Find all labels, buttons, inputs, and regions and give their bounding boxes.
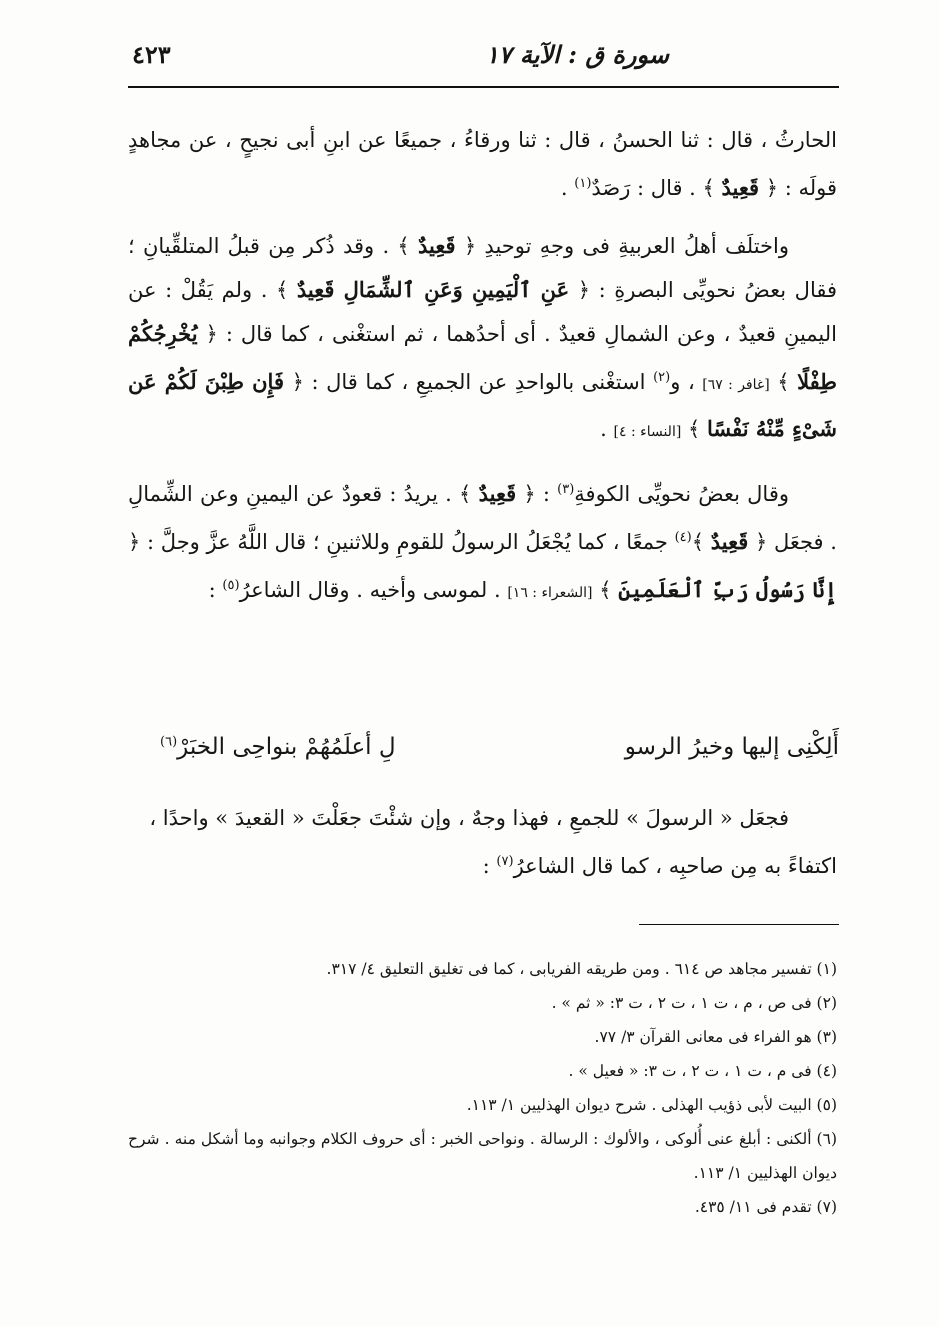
running-header: [130, 36, 839, 76]
page-number: ٤٢٣: [132, 40, 171, 69]
quran-quote: قَعِيدٌ: [418, 233, 456, 258]
footnote-separator: [639, 924, 839, 925]
quran-quote: يُخْرِجُكُمْ طِفْلًا: [128, 321, 838, 394]
poetry-verse: [150, 728, 839, 778]
quran-quote: إِنَّا رَسُولُ رَبِّ ٱلْعَلَمِينَ: [618, 577, 837, 602]
paragraph-3: وقال بعضُ نحويِّى الكوفةِ$^{(٣)}$ : ﴿ قَعِيدٌ ﴾ . يريدُ : قعودٌ عن اليمينِ وعن الشِّمالِ . فجعَل ﴿ قَعِيدٌ ﴾$^{(٤)}$ جمعًا ، كما يُجْعَلُ الرسولُ للقومِ وللاثنينِ ؛ قال اللَّهُ عزَّ وجلَّ : ﴿ إِنَّا رَسُولُ رَبِّ ٱلْعَلَمِينَ ﴾ [الشعراء : ١٦] . لموسى وأخيه . وقال الشاعرُ$^{(٥)}$ :: [128, 481, 837, 602]
footnote-2: (٢) فى ص ، م ، ت ١ ، ت ٢ ، ت ٣: « ثم » .: [551, 994, 837, 1012]
quran-quote: قَعِيدٌ: [710, 529, 749, 554]
footnote-marker: (٤): [674, 530, 692, 545]
footnote-marker: (٧): [496, 854, 514, 869]
footnote-3: (٣) هو الفراء فى معانى القرآن ٣/ ٧٧.: [594, 1028, 837, 1046]
surah-verse-title: سورة ق : الآية ١٧: [485, 40, 669, 69]
footnote-4: (٤) فى م ، ت ١ ، ت ٢ ، ت ٣: « فعيل » .: [568, 1062, 837, 1080]
verse-hemistich-first: أَلِكْنِى إليها وخيرُ الرسو: [624, 734, 839, 760]
footnote-6: (٦) ألكنى : أبلغ عنى أُلوكى ، والألوك : الرسالة . ونواحى الخبر : أى حروف الكلام وجوانبه وما أشكل منه . شرح ديوان الهذليين ١/ ١١٣.: [128, 1130, 837, 1182]
verse-hemistich-second: لِ أعلَمُهُمْ بنواحِى الخبَرْ$^{(٦)}$: [160, 734, 396, 760]
surah-reference: [النساء : ٤]: [613, 424, 682, 440]
footnote-1: (١) تفسير مجاهد ص ٦١٤ . ومن طريقه الفريابى ، كما فى تغليق التعليق ٤/ ٣١٧.: [326, 960, 837, 978]
main-text-continued: [128, 796, 837, 888]
quran-quote: عَنِ ٱلْيَمِينِ وَعَنِ ٱلشِّمَالِ قَعِيدٌ: [296, 277, 570, 302]
footnotes: [128, 952, 837, 1224]
paragraph-4: فجعَل « الرسولَ » للجمعِ ، فهذا وجهٌ ، وإن شئْتَ جعَلْتَ « القعيدَ » واحدًا ، اكتفاءً به مِن صاحبِه ، كما قال الشاعرُ$^{(٧)}$ :: [149, 806, 837, 878]
quran-quote: قَعِيدٌ: [721, 175, 760, 200]
paragraph-1: الحارثُ ، قال : ثنا الحسنُ ، قال : ثنا ورقاءُ ، جميعًا عن ابنِ أبى نجيحٍ ، عن مجاهدٍ قولَه : ﴿ قَعِيدٌ ﴾ . قال : رَصَدٌ$^{(١)}$ .: [128, 128, 837, 200]
footnote-7: (٧) تقدم فى ١١/ ٤٣٥.: [694, 1198, 837, 1216]
footnote-marker: (٦): [160, 734, 178, 750]
header-rule: [128, 86, 839, 88]
footnote-5: (٥) البيت لأبى ذؤيب الهذلى . شرح ديوان الهذليين ١/ ١١٣.: [466, 1096, 837, 1114]
footnote-marker: (١): [574, 176, 592, 191]
quran-quote: فَإِن طِبْنَ لَكُمْ عَن شَىْءٍ مِّنْهُ نَفْسًا: [128, 369, 837, 441]
main-text: [128, 118, 837, 615]
quran-quote: قَعِيدٌ: [478, 481, 517, 506]
paragraph-2: واختلَف أهلُ العربيةِ فى وجهِ توحيدِ ﴿ قَعِيدٌ ﴾ . وقد ذُكر مِن قبلُ المتلقِّيانِ ؛ فقال بعضُ نحويِّى البصرةِ : ﴿ عَنِ ٱلْيَمِينِ وَعَنِ ٱلشِّمَالِ قَعِيدٌ ﴾ . ولم يَقُلْ : عن اليمينِ قعيدٌ ، وعن الشمالِ قعيدٌ . أى أحدُهما ، ثم استغْنى ، كما قال : ﴿ يُخْرِجُكُمْ طِفْلًا ﴾ [غافر : ٦٧] ، و$^{(٢)}$ استغْنى بالواحدِ عن الجميعِ ، كما قال : ﴿ فَإِن طِبْنَ لَكُمْ عَن شَىْءٍ مِّنْهُ نَفْسًا ﴾ [النساء : ٤] .: [128, 233, 838, 441]
footnote-marker: (٢): [653, 370, 671, 385]
footnote-marker: (٥): [222, 578, 240, 593]
surah-reference: [غافر : ٦٧]: [702, 377, 770, 393]
footnote-marker: (٣): [557, 482, 575, 497]
surah-reference: [الشعراء : ١٦]: [507, 585, 593, 601]
